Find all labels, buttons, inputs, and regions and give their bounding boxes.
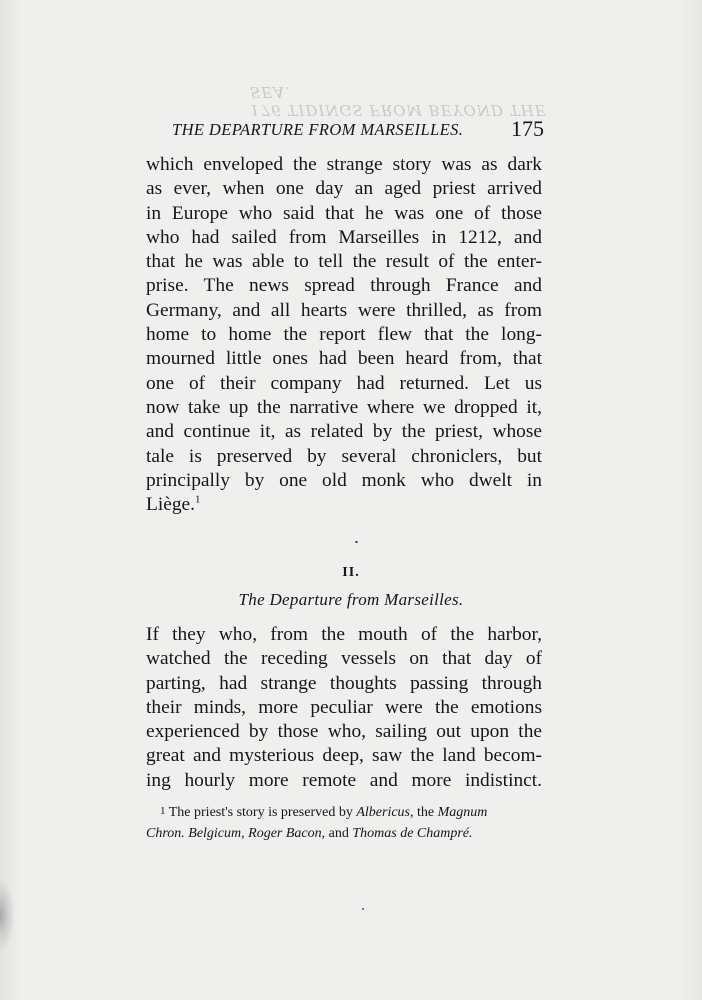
footnote-source: Chron. Belgicum, xyxy=(146,826,245,841)
text-line: If they who, from the mouth of the harbor, xyxy=(146,624,542,645)
footnote-text: and xyxy=(325,826,353,841)
text-line: one of their company had returned. Let us xyxy=(146,372,542,394)
text-line: watched the receding vessels on that day of xyxy=(146,648,542,670)
footnote-source: Magnum xyxy=(437,805,488,820)
text-line: great and mysterious deep, saw the land becom- xyxy=(146,745,542,767)
page-edge-stain xyxy=(0,880,14,950)
text-line: tale is preserved by several chroniclers, but xyxy=(146,445,542,467)
footnote-source: Roger Bacon, xyxy=(248,826,326,841)
text-line: Germany, and all hearts were thrilled, as from xyxy=(146,299,542,321)
footnote-source: Albericus, xyxy=(356,805,414,820)
ink-speck xyxy=(362,908,364,910)
text-line-content: Liège. xyxy=(146,494,195,516)
footnote-text: The priest's story is preserved by xyxy=(168,805,357,820)
page-number: 175 xyxy=(511,116,544,141)
section-number: II. xyxy=(342,565,360,580)
text-line: prise. The news spread through France and xyxy=(146,275,542,297)
text-line: ing hourly more remote and more indistinct. xyxy=(146,769,542,791)
footnote xyxy=(146,801,542,844)
text-line: that he was able to tell the result of the enter- xyxy=(146,251,542,273)
text-line: parting, had strange thoughts passing through xyxy=(146,672,542,694)
footnote-number: 1 xyxy=(160,805,166,817)
text-line: as ever, when one day an aged priest arrived xyxy=(146,178,542,200)
bleed-through-text: 176 TIDINGS FROM BEYOND THE SEA. xyxy=(250,83,547,119)
text-line: which enveloped the strange story was as dark xyxy=(146,154,542,175)
paragraph-2 xyxy=(146,623,542,793)
text-line-last xyxy=(146,493,542,517)
running-title: THE DEPARTURE FROM MARSEILLES. xyxy=(172,120,464,139)
paragraph-1 xyxy=(146,153,542,517)
footnote-source: Thomas de Champré. xyxy=(352,826,473,841)
text-line: who had sailed from Marseilles in 1212, and xyxy=(146,226,542,248)
text-line: and continue it, as related by the priest, whose xyxy=(146,421,542,443)
ink-speck xyxy=(355,541,358,543)
footnote-line xyxy=(146,801,542,823)
text-line: home to home the report flew that the long- xyxy=(146,324,542,346)
footnote-line xyxy=(146,823,542,844)
footnote-text: the xyxy=(413,805,438,820)
text-line: principally by one old monk who dwelt in xyxy=(146,469,542,491)
text-line: their minds, more peculiar were the emotions xyxy=(146,696,542,718)
section-title: The Departure from Marseilles. xyxy=(238,590,464,609)
text-line: mourned little ones had been heard from, that xyxy=(146,348,542,370)
text-line: now take up the narrative where we dropped it, xyxy=(146,396,542,418)
text-line: in Europe who said that he was one of those xyxy=(146,202,542,224)
page-header xyxy=(172,118,544,144)
footnote-reference: 1 xyxy=(195,493,201,506)
text-line: experienced by those who, sailing out upon the xyxy=(146,721,542,743)
